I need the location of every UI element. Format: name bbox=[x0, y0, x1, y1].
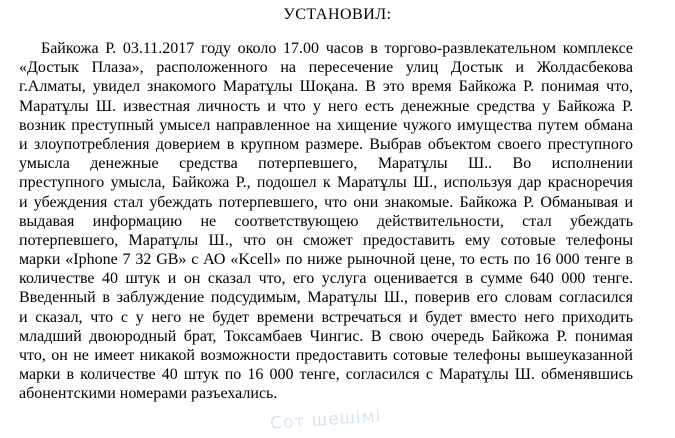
text-line: младший двоюродный брат, Токсамбаев Чингис. В свою очередь Байкожа Р. понимая bbox=[19, 327, 633, 345]
text-line: и сказал, что с у него не будет времени встречаться и будет вместо него приходить bbox=[19, 308, 633, 326]
text-line: и злоупотребления доверием в крупном размере. Выбрав объектом своего преступного bbox=[19, 135, 633, 153]
text-line: что, он не имеет никакой возможности предоставить сотовые телефоны вышеуказанной bbox=[19, 347, 633, 364]
text-line: Введенный в заблуждение подсудимым, Маратұлы Ш., поверив его словам согласился bbox=[19, 289, 633, 307]
text-line: и убеждения стал убеждать потерпевшего, что они знакомые. Байкожа Р. Обманывая и bbox=[19, 193, 633, 211]
document-heading: УСТАНОВИЛ: bbox=[283, 6, 392, 23]
text-line: марки в количестве 40 штук по 16 000 тенге, согласился с Маратұлы Ш. обменявшись bbox=[19, 366, 633, 384]
text-line: марки «Iphone 7 32 GB» с АО «Kcell» по ниже рыночной цене, то есть по 16 000 тенге в bbox=[19, 251, 633, 269]
text-line: Маратұлы Ш. известная личность и что у него есть денежные средства у Байкожа Р. bbox=[19, 97, 633, 115]
text-line: потерпевшего, Маратұлы Ш., что он сможет предоставить ему сотовые телефоны bbox=[19, 231, 633, 249]
text-line: «Достык Плаза», расположенного на пересечение улиц Достык и Жолдасбекова bbox=[19, 59, 633, 77]
text-line: возник преступный умысел направленное на хищение чужого имущества путем обмана bbox=[19, 116, 633, 134]
text-line: Байкожа Р. 03.11.2017 году около 17.00 часов в торгово-развлекательном комплексе bbox=[41, 40, 633, 57]
text-line: выдавая информацию не соответствующею действительности, стал убеждать bbox=[19, 212, 633, 230]
watermark-text: Сот шешімі bbox=[269, 406, 382, 434]
text-line: количестве 40 штук и он сказал что, его услуга оценивается в сумме 640 000 тенге. bbox=[19, 270, 633, 288]
text-line: г.Алматы, увидел знакомого Маратұлы Шоқана. В это время Байкожа Р. понимая что, bbox=[19, 78, 633, 96]
text-line: преступного умысла, Байкожа Р., подошел к Маратұлы Ш., используя дар красноречия bbox=[19, 174, 633, 192]
text-line: умысла денежные средства потерпевшего, Маратұлы Ш.. Во исполнении bbox=[19, 155, 633, 173]
text-line: абонентскими номерами разъехались. bbox=[19, 385, 278, 403]
document-body bbox=[19, 39, 633, 404]
